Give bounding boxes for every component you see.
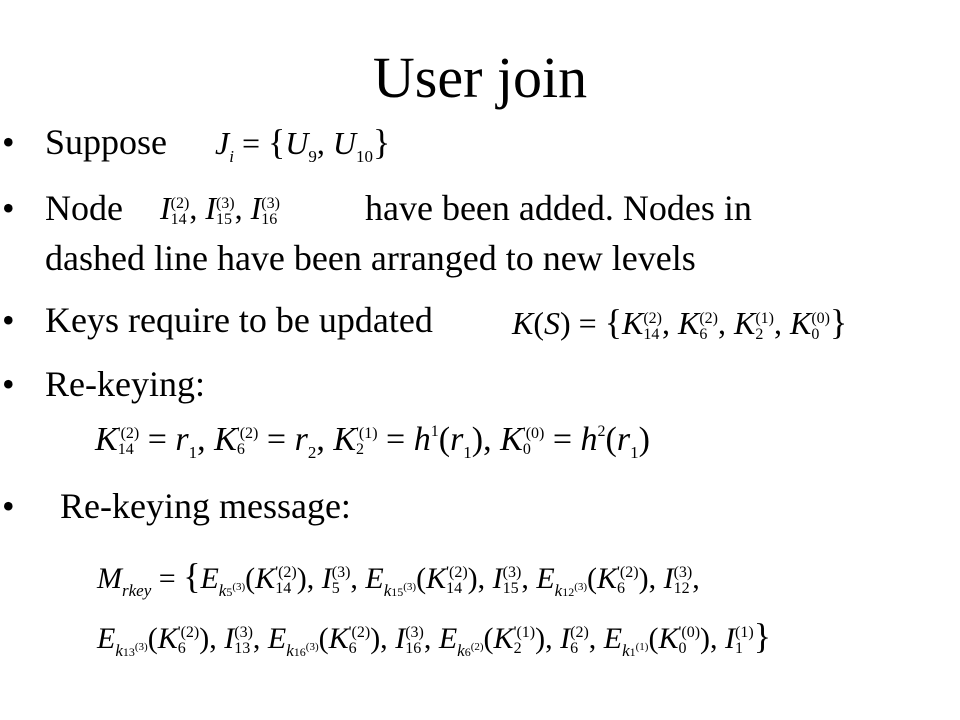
slide-title: User join — [372, 45, 588, 110]
bullet-dot: • — [2, 122, 15, 162]
bullet-dot: • — [2, 300, 15, 340]
bullet-text-c: dashed line have been arranged to new levels — [45, 238, 696, 278]
bullet-text: Suppose — [45, 122, 168, 162]
bullet-dot: • — [2, 364, 15, 404]
bullet-item-rekeying — [0, 362, 960, 472]
math-formula-ks: K(S) = {K (2) 14 , K (2) 6 , K (1) 2 , K (0) 0 } — [512, 302, 848, 343]
bullet-dot: • — [2, 486, 15, 526]
bullet-item-keys — [0, 298, 960, 354]
bullet-text: Re-keying: — [45, 364, 205, 404]
math-formula-nodes: I (2) 14 , I (3) 15 , I (3) 16 — [160, 190, 280, 228]
bullet-text-b: have been added. Nodes in — [365, 188, 752, 228]
bullet-text: Keys require to be updated — [45, 300, 433, 340]
math-formula-message-line2: $E_{k13^{(3)}}(K$ '(2) 6 ), I (3) 13 , $E_{k16^{(3)}}(K$ '(2) 6 ), I (3) 16 , $E_{k6^{(2)}}(K$ '(1) 2 ), I (2) 6 , $E_{k1^{(1)}}(K$ '(0) 0 ), I (1) 1 } — [97, 616, 771, 660]
math-formula-message-line1: $M_{rkey} = \{E_{k5^{(3)}}(K$ '(2) 14 ), I (3) 5 , $E_{k15^{(3)}}(K$ '(2) 14 ), I (3) 15 , $E_{k12^{(3)}}(K$ '(2) 6 ), I (3) 12 , — [97, 556, 700, 600]
math-formula-ji: $J_i = \{U_9$, $U_{10}$} — [215, 122, 391, 166]
bullet-item-node — [0, 186, 960, 286]
bullet-item-suppose — [0, 120, 960, 170]
bullet-text: Re-keying message: — [60, 486, 351, 526]
math-formula-rekeying: K '(2) 14 = $r_1$, K '(2) 6 = $r_2$, K '(1) 2 = $h^1(r_1)$, K '(0) 0 = $h^2(r_1)$ — [95, 421, 650, 462]
bullet-item-message — [0, 484, 960, 684]
bullet-text-a: Node — [45, 188, 123, 228]
bullet-dot: • — [2, 188, 15, 228]
